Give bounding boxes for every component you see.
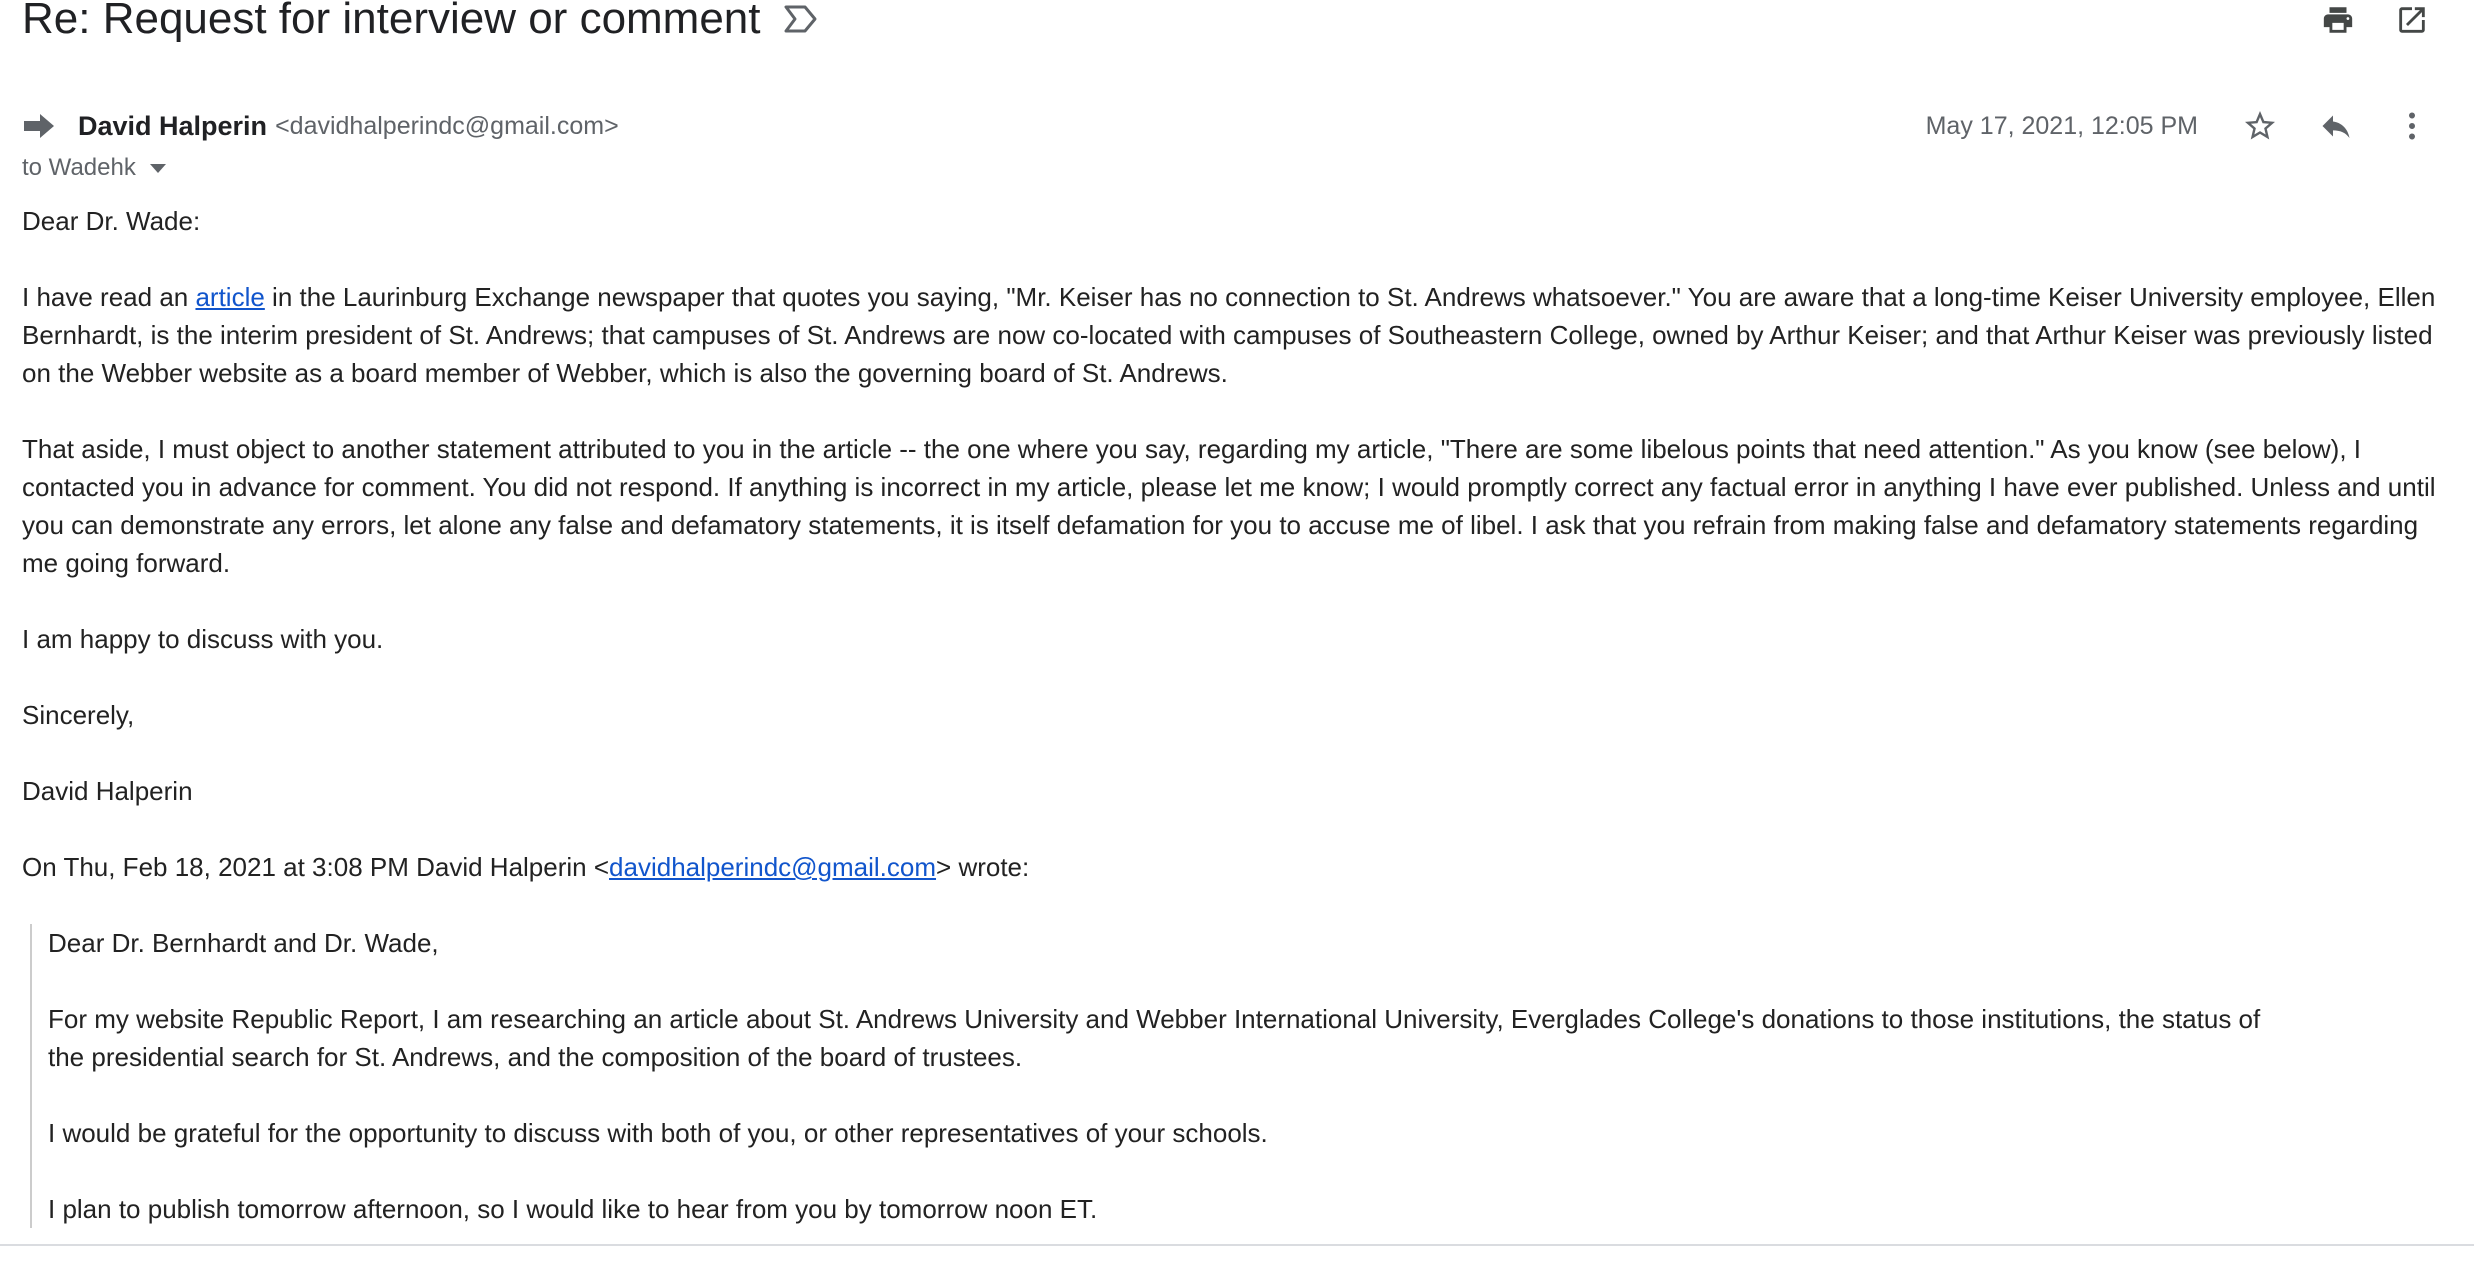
- body-text: in the Laurinburg Exchange newspaper that quotes you saying, "Mr. Keiser has no connection to St. Andrews whatsoever." You are aware that a long-time Keiser University employee, Ellen Bernhardt, is the interim president of St. Andrews; that campuses of St. Andrews are now co-located with campuses of Southeastern College, owned by Arthur Keiser; and that Arthur Keiser was previously listed on the Webber website as a board member of Webber, which is also the governing board of St. Andrews.: [22, 282, 2436, 388]
- signature: David Halperin: [22, 776, 193, 806]
- sender-row: [22, 104, 619, 148]
- recipient-label: to Wadehk: [22, 154, 136, 181]
- quote-header-text: > wrote:: [936, 852, 1030, 882]
- thread-actions: [2320, 2, 2430, 38]
- message-body: [22, 202, 2452, 1266]
- message-meta: [1926, 102, 2430, 150]
- chevron-down-icon[interactable]: [150, 164, 166, 173]
- quoted-message: [30, 924, 2288, 1228]
- message-date: May 17, 2021, 12:05 PM: [1925, 111, 2198, 140]
- open-in-new-icon[interactable]: [2394, 2, 2430, 38]
- body-paragraph-2: That aside, I must object to another statement attributed to you in the article -- the one where you say, regarding my article, "There are some libelous points that need attention." As you know (see below), I contacted you in advance for comment. You did not respond. If anything is incorrect in my article, please let me know; I would promptly correct any factual error in anything I have ever published. Unless and until you can demonstrate any errors, let alone any false and defamatory statements, it is itself defamation for you to accuse me of libel. I ask that you refrain from making false and defamatory statements regarding me going forward.: [22, 434, 2436, 578]
- email-subject: Re: Request for interview or comment: [22, 0, 761, 43]
- quoted-paragraph-3: I plan to publish tomorrow afternoon, so I would like to hear from you by tomorrow noon ET.: [48, 1194, 1098, 1224]
- print-icon[interactable]: [2320, 2, 2356, 38]
- quoted-paragraph-1: For my website Republic Report, I am researching an article about St. Andrews University and Webber International University, Everglades College's donations to those institutions, the status of the presidential search for St. Andrews, and the composition of the board of trustees.: [48, 1004, 2261, 1072]
- sender-email: <davidhalperindc@gmail.com>: [275, 111, 619, 140]
- body-text: I have read an: [22, 282, 196, 312]
- recipient-details-toggle[interactable]: [22, 151, 166, 185]
- divider: [0, 1244, 2474, 1246]
- quote-header-text: On Thu, Feb 18, 2021 at 3:08 PM David Halperin <: [22, 852, 610, 882]
- quote-header: [22, 848, 2452, 886]
- article-link[interactable]: article: [195, 282, 265, 312]
- body-paragraph-3: I am happy to discuss with you.: [22, 624, 384, 654]
- reply-icon[interactable]: [2318, 108, 2354, 144]
- quoted-greeting: Dear Dr. Bernhardt and Dr. Wade,: [48, 928, 439, 958]
- star-icon[interactable]: [2242, 108, 2278, 144]
- subject-row: [22, 0, 819, 46]
- sender-name[interactable]: David Halperin: [78, 110, 268, 141]
- quoted-paragraph-2: I would be grateful for the opportunity to discuss with both of you, or other representatives of your schools.: [48, 1118, 1268, 1148]
- body-paragraph-1: [22, 278, 2452, 392]
- email-link[interactable]: davidhalperindc@gmail.com: [609, 852, 937, 882]
- label-important-icon[interactable]: [783, 4, 819, 34]
- closing: Sincerely,: [22, 700, 135, 730]
- forward-arrow-icon: [22, 108, 58, 144]
- greeting: Dear Dr. Wade:: [22, 206, 201, 236]
- more-vert-icon[interactable]: [2394, 108, 2430, 144]
